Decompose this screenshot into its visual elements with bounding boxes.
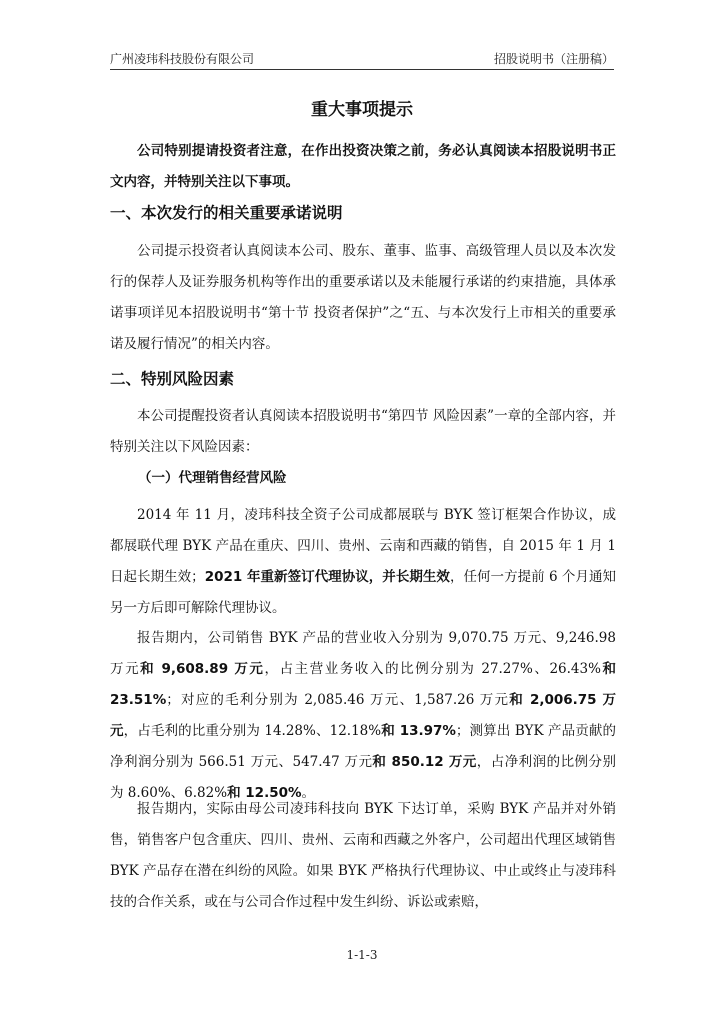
intro-paragraph: 公司特别提请投资者注意，在作出投资决策之前，务必认真阅读本招股说明书正文内容，并特别关注以下事项。: [110, 143, 616, 190]
p2-text-b: 和 9,608.89 万元: [140, 661, 265, 677]
p1-text-a: 2014 年 11 月，凌玮科技全资子公司成都展联与 BYK 签订框架合作协议，成都展联代理 BYK 产品在重庆、四川、贵州、云南和西藏的销售，自 2015 年 1 月 1 日起长期生效；: [110, 507, 616, 585]
header-rule: [110, 69, 614, 70]
page-title: 重大事项提示: [311, 100, 413, 120]
paragraph-dispute-risk: 报告期内，实际由母公司凌玮科技向 BYK 下达订单，采购 BYK 产品并对外销售，销售客户包含重庆、四川、贵州、云南和西藏之外客户，公司超出代理区域销售 BYK 产品存在潜在纠纷的风险。如果 BYK 严格执行代理协议、中止或终止与凌玮科技的合作关系，或在与公司合作过程中发生纠纷、诉讼或索赔，: [110, 801, 616, 910]
p2-text-g: ，占毛利的比重分别为 14.28%、12.18%: [123, 723, 382, 739]
page-header: [110, 50, 614, 68]
p2-text-c: ，占主营业务收入的比例分别为 27.27%、26.43%: [264, 661, 601, 677]
subsection1-heading: （一）代理销售经营风险: [138, 470, 287, 486]
p2-text-i: ；测算出 BYK 产品贡献的净利润分别为 566.51 万元、547.47 万元: [110, 723, 616, 770]
section1-body: 公司提示投资者认真阅读本公司、股东、董事、监事、高级管理人员以及本次发行的保荐人及证券服务机构等作出的重要承诺以及未能履行承诺的约束措施，具体承诺事项详见本招股说明书“第十节 投资者保护”之“五、与本次发行上市相关的重要承诺及履行情况”的相关内容。: [110, 243, 616, 352]
p1-text-bold: 2021 年重新签订代理协议，并长期生效: [204, 569, 450, 585]
p2-text-m: 。: [301, 785, 316, 801]
p2-text-f: 和 2,006.75 万元: [110, 692, 616, 739]
p2-text-l: 和 12.50%: [227, 785, 302, 801]
paragraph-agency-agreement: [110, 500, 616, 624]
p1-text-c: ，任何一方提前 6 个月通知另一方后即可解除代理协议。: [110, 569, 616, 616]
header-doc-type: 招股说明书（注册稿）: [493, 52, 614, 66]
p2-text-a: 报告期内，公司销售 BYK 产品的营业收入分别为 9,070.75 万元、9,246.98 万元: [110, 630, 616, 677]
p2-text-d: 和 23.51%: [110, 661, 617, 708]
section2-body: 本公司提醒投资者认真阅读本招股说明书“第四节 风险因素”一章的全部内容，并特别关注以下风险因素：: [110, 408, 616, 455]
header-company: 广州凌玮科技股份有限公司: [110, 52, 255, 66]
section2-heading: 二、特别风险因素: [110, 370, 235, 388]
p2-text-k: ，占净利润的比例分别为 8.60%、6.82%: [110, 754, 616, 801]
p2-text-h: 和 13.97%: [381, 723, 456, 739]
page-number: 1-1-3: [346, 948, 378, 962]
section1-heading: 一、本次发行的相关重要承诺说明: [110, 204, 343, 222]
paragraph-byk-financials: [110, 623, 616, 809]
p2-text-j: 和 850.12 万元: [372, 754, 477, 770]
p2-text-e: ；对应的毛利分别为 2,085.46 万元、1,587.26 万元: [166, 692, 510, 708]
